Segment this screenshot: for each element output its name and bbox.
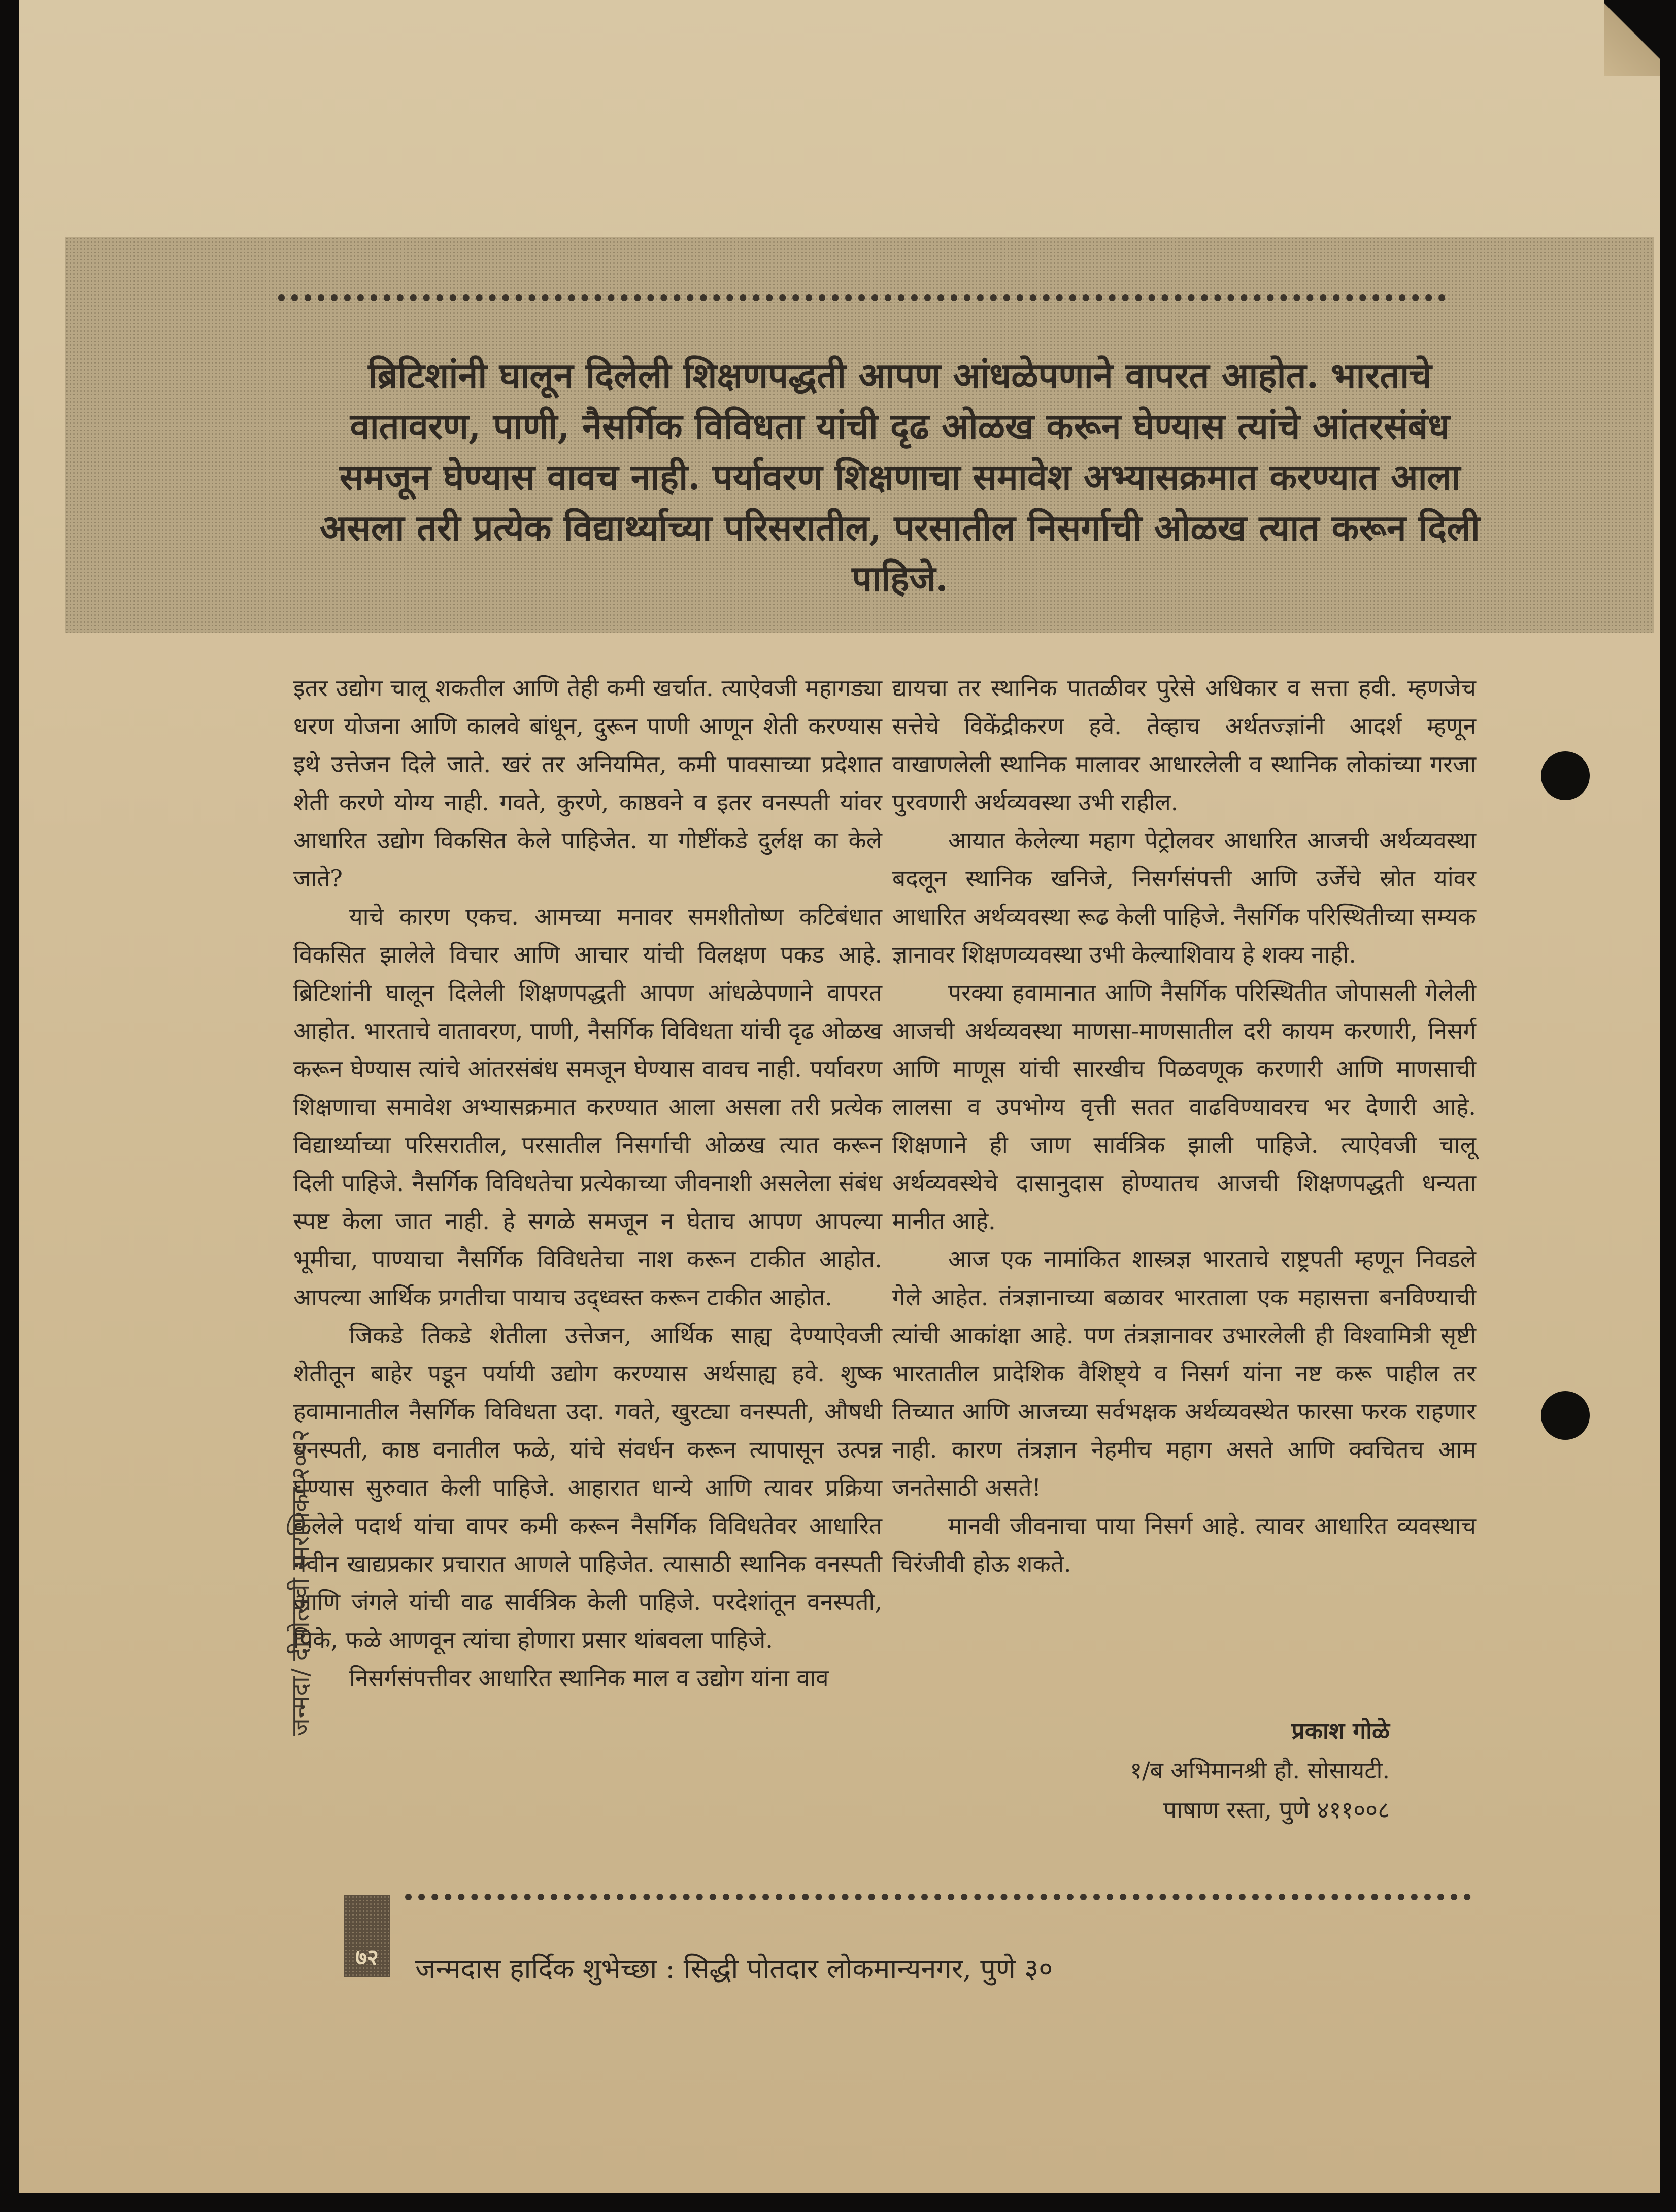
magazine-page: [19, 0, 1660, 2193]
left-column: [293, 669, 882, 1697]
footer-greeting: जन्मदास हार्दिक शुभेच्छा : सिद्धी पोतदार लोकमान्यनगर, पुणे ३०: [415, 1953, 1053, 1985]
paragraph: इतर उद्योग चालू शकतील आणि तेही कमी खर्चात. त्याऐवजी महागड्या धरण योजना आणि कालवे बांधून, दुरून पाणी आणून शेती करण्यास इथे उत्तेजन दिले जाते. खरं तर अनियमित, कमी पावसाच्या प्रदेशात शेती करणे योग्य नाही. गवते, कुरणे, काष्ठवने व इतर वनस्पती यांवर आधारित उद्योग विकसित केले पाहिजेत. या गोष्टींकडे दुर्लक्ष का केले जाते?: [293, 674, 882, 892]
author-address-line: पाषाण रस्ता, पुणे ४११००८: [1163, 1796, 1390, 1824]
paragraph: आयात केलेल्या महाग पेट्रोलवर आधारित आजची अर्थव्यवस्था बदलून स्थानिक खनिजे, निसर्गसंपत्ती आणि उर्जेचे स्रोत यांवर आधारित अर्थव्यवस्था रूढ केली पाहिजे. नैसर्गिक परिस्थितीच्या सम्यक ज्ञानावर शिक्षणव्यवस्था उभी केल्याशिवाय हे शक्य नाही.: [892, 827, 1476, 968]
pullquote-text: ब्रिटिशांनी घालून दिलेली शिक्षणपद्धती आपण आंधळेपणाने वापरत आहोत. भारताचे वातावरण, पाणी, नैसर्गिक विविधता यांची दृढ ओळख करून घेण्यास त्यांचे आंतरसंबंध समजून घेण्यास वावच नाही. पर्यावरण शिक्षणाचा समावेश अभ्यासक्रमात करण्यात आला असला तरी प्रत्येक विद्यार्थ्याच्या परिसरातील, परसातील निसर्गाची ओळख त्यात करून दिली पाहिजे.: [320, 354, 1480, 600]
author-address-line: १/ब अभिमानश्री हौ. सोसायटी.: [1130, 1757, 1390, 1784]
paragraph: मानवी जीवनाचा पाया निसर्ग आहे. त्यावर आधारित व्यवस्थाच चिरंजीवी होऊ शकते.: [892, 1512, 1476, 1577]
dotted-divider-top: [278, 294, 1446, 301]
paragraph: जिकडे तिकडे शेतीला उत्तेजन, आर्थिक साह्य देण्याऐवजी शेतीतून बाहेर पडून पर्यायी उद्योग करण्यास अर्थसाह्य हवे. शुष्क हवामानातील नैसर्गिक विविधता उदा. गवते, खुरट्या वनस्पती, औषधी वनस्पती, काष्ठ वनातील फळे, यांचे संवर्धन करून त्यापासून उत्पन्न घेण्यास सुरुवात केली पाहिजे. आहारात धान्ये आणि त्यावर प्रक्रिया केलेले पदार्थ यांचा वापर कमी करून नैसर्गिक विविधतेवर आधारित नवीन खाद्यप्रकार प्रचारात आणले पाहिजेत. त्यासाठी स्थानिक वनस्पती आणि जंगले यांची वाढ सार्वत्रिक केली पाहिजे. परदेशांतून वनस्पती, पिके, फळे आणवून त्यांचा होणारा प्रसार थांबवला पाहिजे.: [293, 1322, 882, 1654]
paragraph: आज एक नामांकित शास्त्रज्ञ भारताचे राष्ट्रपती म्हणून निवडले गेले आहेत. तंत्रज्ञानाच्या बळावर भारताला एक महासत्ता बनविण्याची त्यांची आकांक्षा आहे. पण तंत्रज्ञानावर उभारलेली ही विश्वामित्री सृष्टी भारतातील प्रादेशिक वैशिष्ट्ये व निसर्ग यांना नष्ट करू पाहील तर तिच्यात आणि आजच्या सर्वभक्षक अर्थव्यवस्थेत फारसा फरक राहणार नाही. कारण तंत्रज्ञान नेहमीच महाग असते आणि क्वचितच आम जनतेसाठी असते!: [892, 1245, 1476, 1501]
punch-hole: [1541, 751, 1590, 800]
paragraph: निसर्गसंपत्तीवर आधारित स्थानिक माल व उद्योग यांना वाव: [349, 1664, 829, 1692]
author-block: [974, 1711, 1390, 1830]
paragraph: परक्या हवामानात आणि नैसर्गिक परिस्थितीत जोपासली गेलेली आजची अर्थव्यवस्था माणसा-माणसातील दरी कायम करणारी, निसर्ग आणि माणूस यांची सारखीच पिळवणूक करणारी आणि माणसाची लालसा व उपभोग्य वृत्ती सतत वाढविण्यावरच भर देणारी आहे. शिक्षणाने ही जाण सार्वत्रिक झाली पाहिजे. त्याऐवजी चालू अर्थव्यवस्थेचे दासानुदास होण्यातच आजची शिक्षणपद्धती धन्यता मानीत आहे.: [892, 979, 1476, 1235]
paragraph: द्यायचा तर स्थानिक पातळीवर पुरेसे अधिकार व सत्ता हवी. म्हणजेच सत्तेचे विकेंद्रीकरण हवे. तेव्हाच अर्थतज्ज्ञांनी आदर्श म्हणून वाखाणलेली स्थानिक मालावर आधारलेली व स्थानिक लोकांच्या गरजा पुरवणारी अर्थव्यवस्था उभी राहील.: [892, 674, 1476, 816]
page-number: ७२: [344, 1895, 390, 1977]
punch-hole: [1541, 1391, 1590, 1440]
publication-side-label: जन्मदा/ दीपोत्सवी स्मरणिका २००२: [286, 1429, 315, 1736]
right-column: [892, 669, 1476, 1583]
paragraph: याचे कारण एकच. आमच्या मनावर समशीतोष्ण कटिबंधात विकसित झालेले विचार आणि आचार यांची विलक्षण पकड आहे. ब्रिटिशांनी घालून दिलेली शिक्षणपद्धती आपण आंधळेपणाने वापरत आहोत. भारताचे वातावरण, पाणी, नैसर्गिक विविधता यांची दृढ ओळख करून घेण्यास त्यांचे आंतरसंबंध समजून घेण्यास वावच नाही. पर्यावरण शिक्षणाचा समावेश अभ्यासक्रमात करण्यात आला असला तरी प्रत्येक विद्यार्थ्याच्या परिसरातील, परसातील निसर्गाची ओळख त्यात करून दिली पाहिजे. नैसर्गिक विविधतेचा प्रत्येकाच्या जीवनाशी असलेला संबंध स्पष्ट केला जात नाही. हे सगळे समजून न घेताच आपण आपल्या भूमीचा, पाण्याचा नैसर्गिक विविधतेचा नाश करून टाकीत आहोत. आपल्या आर्थिक प्रगतीचा पायाच उद्ध्वस्त करून टाकीत आहोत.: [293, 903, 882, 1311]
torn-corner: [1604, 0, 1660, 76]
dotted-divider-bottom: [405, 1894, 1471, 1900]
author-name: प्रकाश गोळे: [1291, 1717, 1390, 1744]
